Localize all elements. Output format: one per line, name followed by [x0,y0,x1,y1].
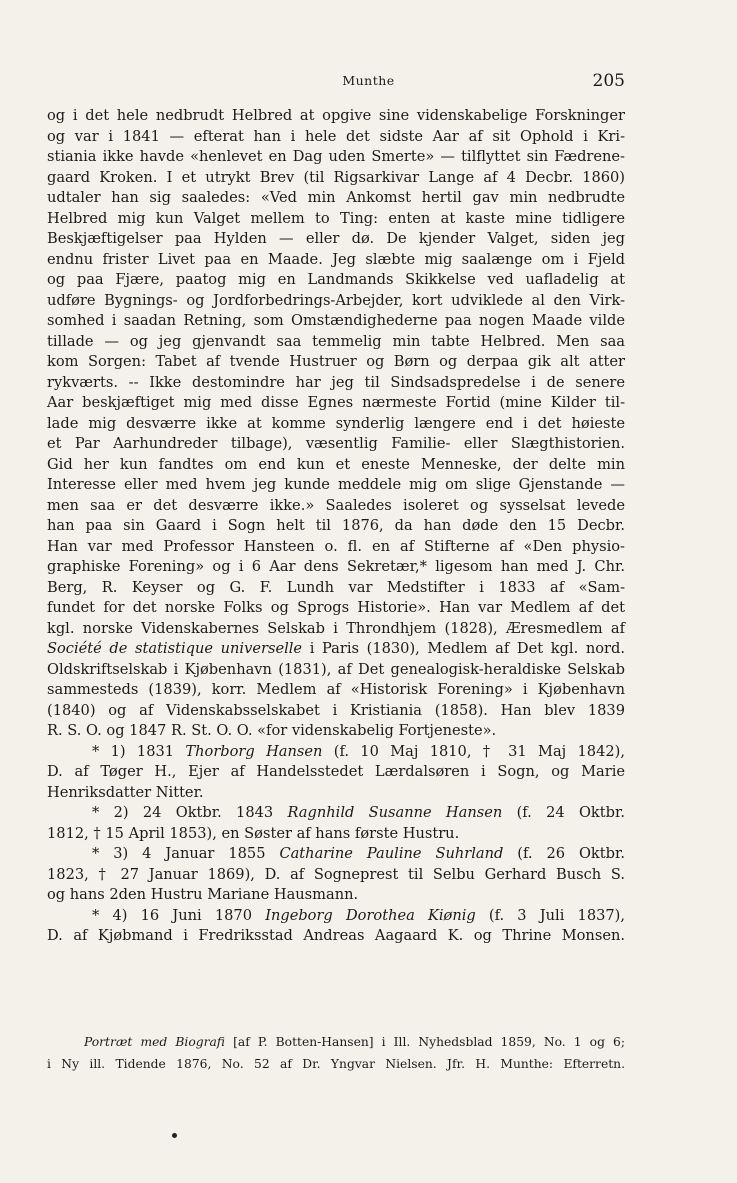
text-line: rykværts. -- Ikke destomindre har jeg til Sindsadspredelse i de senere [47,373,625,391]
text-line: men saa er det desværre ikke.» Saaledes isoleret og sysselsat levede [47,496,625,514]
text-line: han paa sin Gaard i Sogn helt til 1876, da han døde den 15 Decbr. [47,517,625,534]
text-line: udtaler han sig saaledes: «Ved min Ankomst hertil gav min nedbrudte [47,189,625,206]
body-text [47,106,625,947]
running-title: Munthe [342,73,395,88]
italic-text: Thorborg Hansen [185,742,323,760]
footnote-line: og hans 2den Hustru Mariane Hausmann. [47,886,359,903]
text-line: somhed i saadan Retning, som Omstændighederne paa nogen Maade vilde [47,312,625,329]
text-line: Berg, R. Keyser og G. F. Lundh var Medstifter i 1833 af «Sam- [47,578,625,596]
text-line: Aar beskjæftiget mig med disse Egnes nærmeste Fortid (mine Kilder til- [47,394,625,411]
page-number: 205 [592,71,625,91]
footnote-line: D. af Tøger H., Ejer af Handelsstedet Lærdalsøren i Sogn, og Marie [47,763,625,780]
text-line: Interesse eller med hvem jeg kunde meddele mig om slige Gjenstande — [47,476,625,493]
text-line: Beskjæftigelser paa Hylden — eller dø. De kjender Valget, siden jeg [47,230,625,247]
text-line: stiania ikke havde «henlevet en Dag uden Smerte» — tilflyttet sin Fædrene- [47,148,625,165]
footnote-line: D. af Kjøbmand i Fredriksstad Andreas Aagaard K. og Thrine Monsen. [47,927,625,944]
text-line: kgl. norske Videnskabernes Selskab i Throndhjem (1828), Æresmedlem af [47,619,625,637]
italic-text: Catharine Pauline Suhrland [279,845,504,862]
source-line: i Ny ill. Tidende 1876, No. 52 af Dr. Yngvar Nielsen. Jfr. H. Munthe: Efterretn. [47,1057,625,1071]
text-line: og var i 1841 — efterat han i hele det sidste Aar af sit Ophold i Kri- [47,127,625,145]
text-line: tillade — og jeg gjenvandt saa temmelig min tabte Helbred. Men saa [47,332,625,350]
text-line: graphiske Forening» og i 6 Aar dens Sekretær,* ligesom han med J. Chr. [47,558,625,575]
source-line: Portræt med Biografi [af P. Botten-Hansen] i Ill. Nyhedsblad 1859, No. 1 og 6; [84,1035,625,1049]
text-line: Oldskriftselskab i Kjøbenhavn (1831), af Det genealogisk-heraldiske Selskab [47,660,625,678]
text-line: gaard Kroken. I et utrykt Brev (til Rigsarkivar Lange af 4 Decbr. 1860) [47,168,625,186]
text-line: udføre Bygnings- og Jordforbedrings-Arbejder, kort udviklede al den Virk- [47,291,625,309]
footnote-line: * 2) 24 Oktbr. 1843 Ragnhild Susanne Hansen (f. 24 Oktbr. [92,804,625,821]
text-line: (1840) og af Videnskabsselskabet i Kristiania (1858). Han blev 1839 [47,701,625,719]
italic-text: Ingeborg Dorothea Kiønig [265,906,476,924]
text-line: et Par Aarhundreder tilbage), væsentlig Familie- eller Slægthistorien. [47,435,625,452]
text-line: kom Sorgen: Tabet af tvende Hustruer og Børn og derpaa gik alt atter [47,353,625,370]
footnote-line: 1823, † 27 Januar 1869), D. af Sogneprest til Selbu Gerhard Busch S. [47,865,625,883]
text-line: Han var med Professor Hansteen o. fl. en af Stifterne af «Den physio- [47,537,625,555]
footnote-line: Henriksdatter Nitter. [47,783,204,801]
text-line: Helbred mig kun Valget mellem to Ting: enten at kaste mine tidligere [47,209,625,227]
text-line: lade mig desværre ikke at komme synderlig længere end i det høieste [47,414,625,432]
footnote-line: * 3) 4 Januar 1855 Catharine Pauline Suhrland (f. 26 Oktbr. [92,845,625,862]
italic-text: Ragnhild Susanne Hansen [287,804,503,821]
italic-text: Portræt med Biografi [84,1035,226,1049]
text-line: R. S. O. og 1847 R. St. O. O. «for videnskabelig Fortjeneste». [47,722,497,739]
text-line: Société de statistique universelle i Paris (1830), Medlem af Det kgl. nord. [47,640,625,657]
source-reference [47,1031,625,1075]
text-line: og paa Fjære, paatog mig en Landmands Skikkelse ved uafladelig at [47,271,625,288]
text-line: fundet for det norske Folks og Sprogs Historie». Han var Medlem af det [47,599,625,616]
footnote-line: * 4) 16 Juni 1870 Ingeborg Dorothea Kiønig (f. 3 Juli 1837), [92,906,626,924]
text-line: endnu frister Livet paa en Maade. Jeg slæbte mig saalænge om i Fjeld [47,250,625,268]
text-line: sammesteds (1839), korr. Medlem af «Historisk Forening» i Kjøbenhavn [47,681,625,698]
running-header [0,66,737,96]
footnote-line: 1812, † 15 April 1853), en Søster af hans første Hustru. [47,824,460,842]
italic-text: Société de statistique universelle [47,640,303,657]
text-line: og i det hele nedbrudt Helbred at opgive sine videnskabelige Forskninger [47,107,625,124]
text-line: Gid her kun fandtes om end kun et eneste Menneske, der delte min [47,455,625,473]
ink-spot [172,1133,177,1138]
footnote-line: * 1) 1831 Thorborg Hansen (f. 10 Maj 1810, † 31 Maj 1842), [92,742,625,760]
